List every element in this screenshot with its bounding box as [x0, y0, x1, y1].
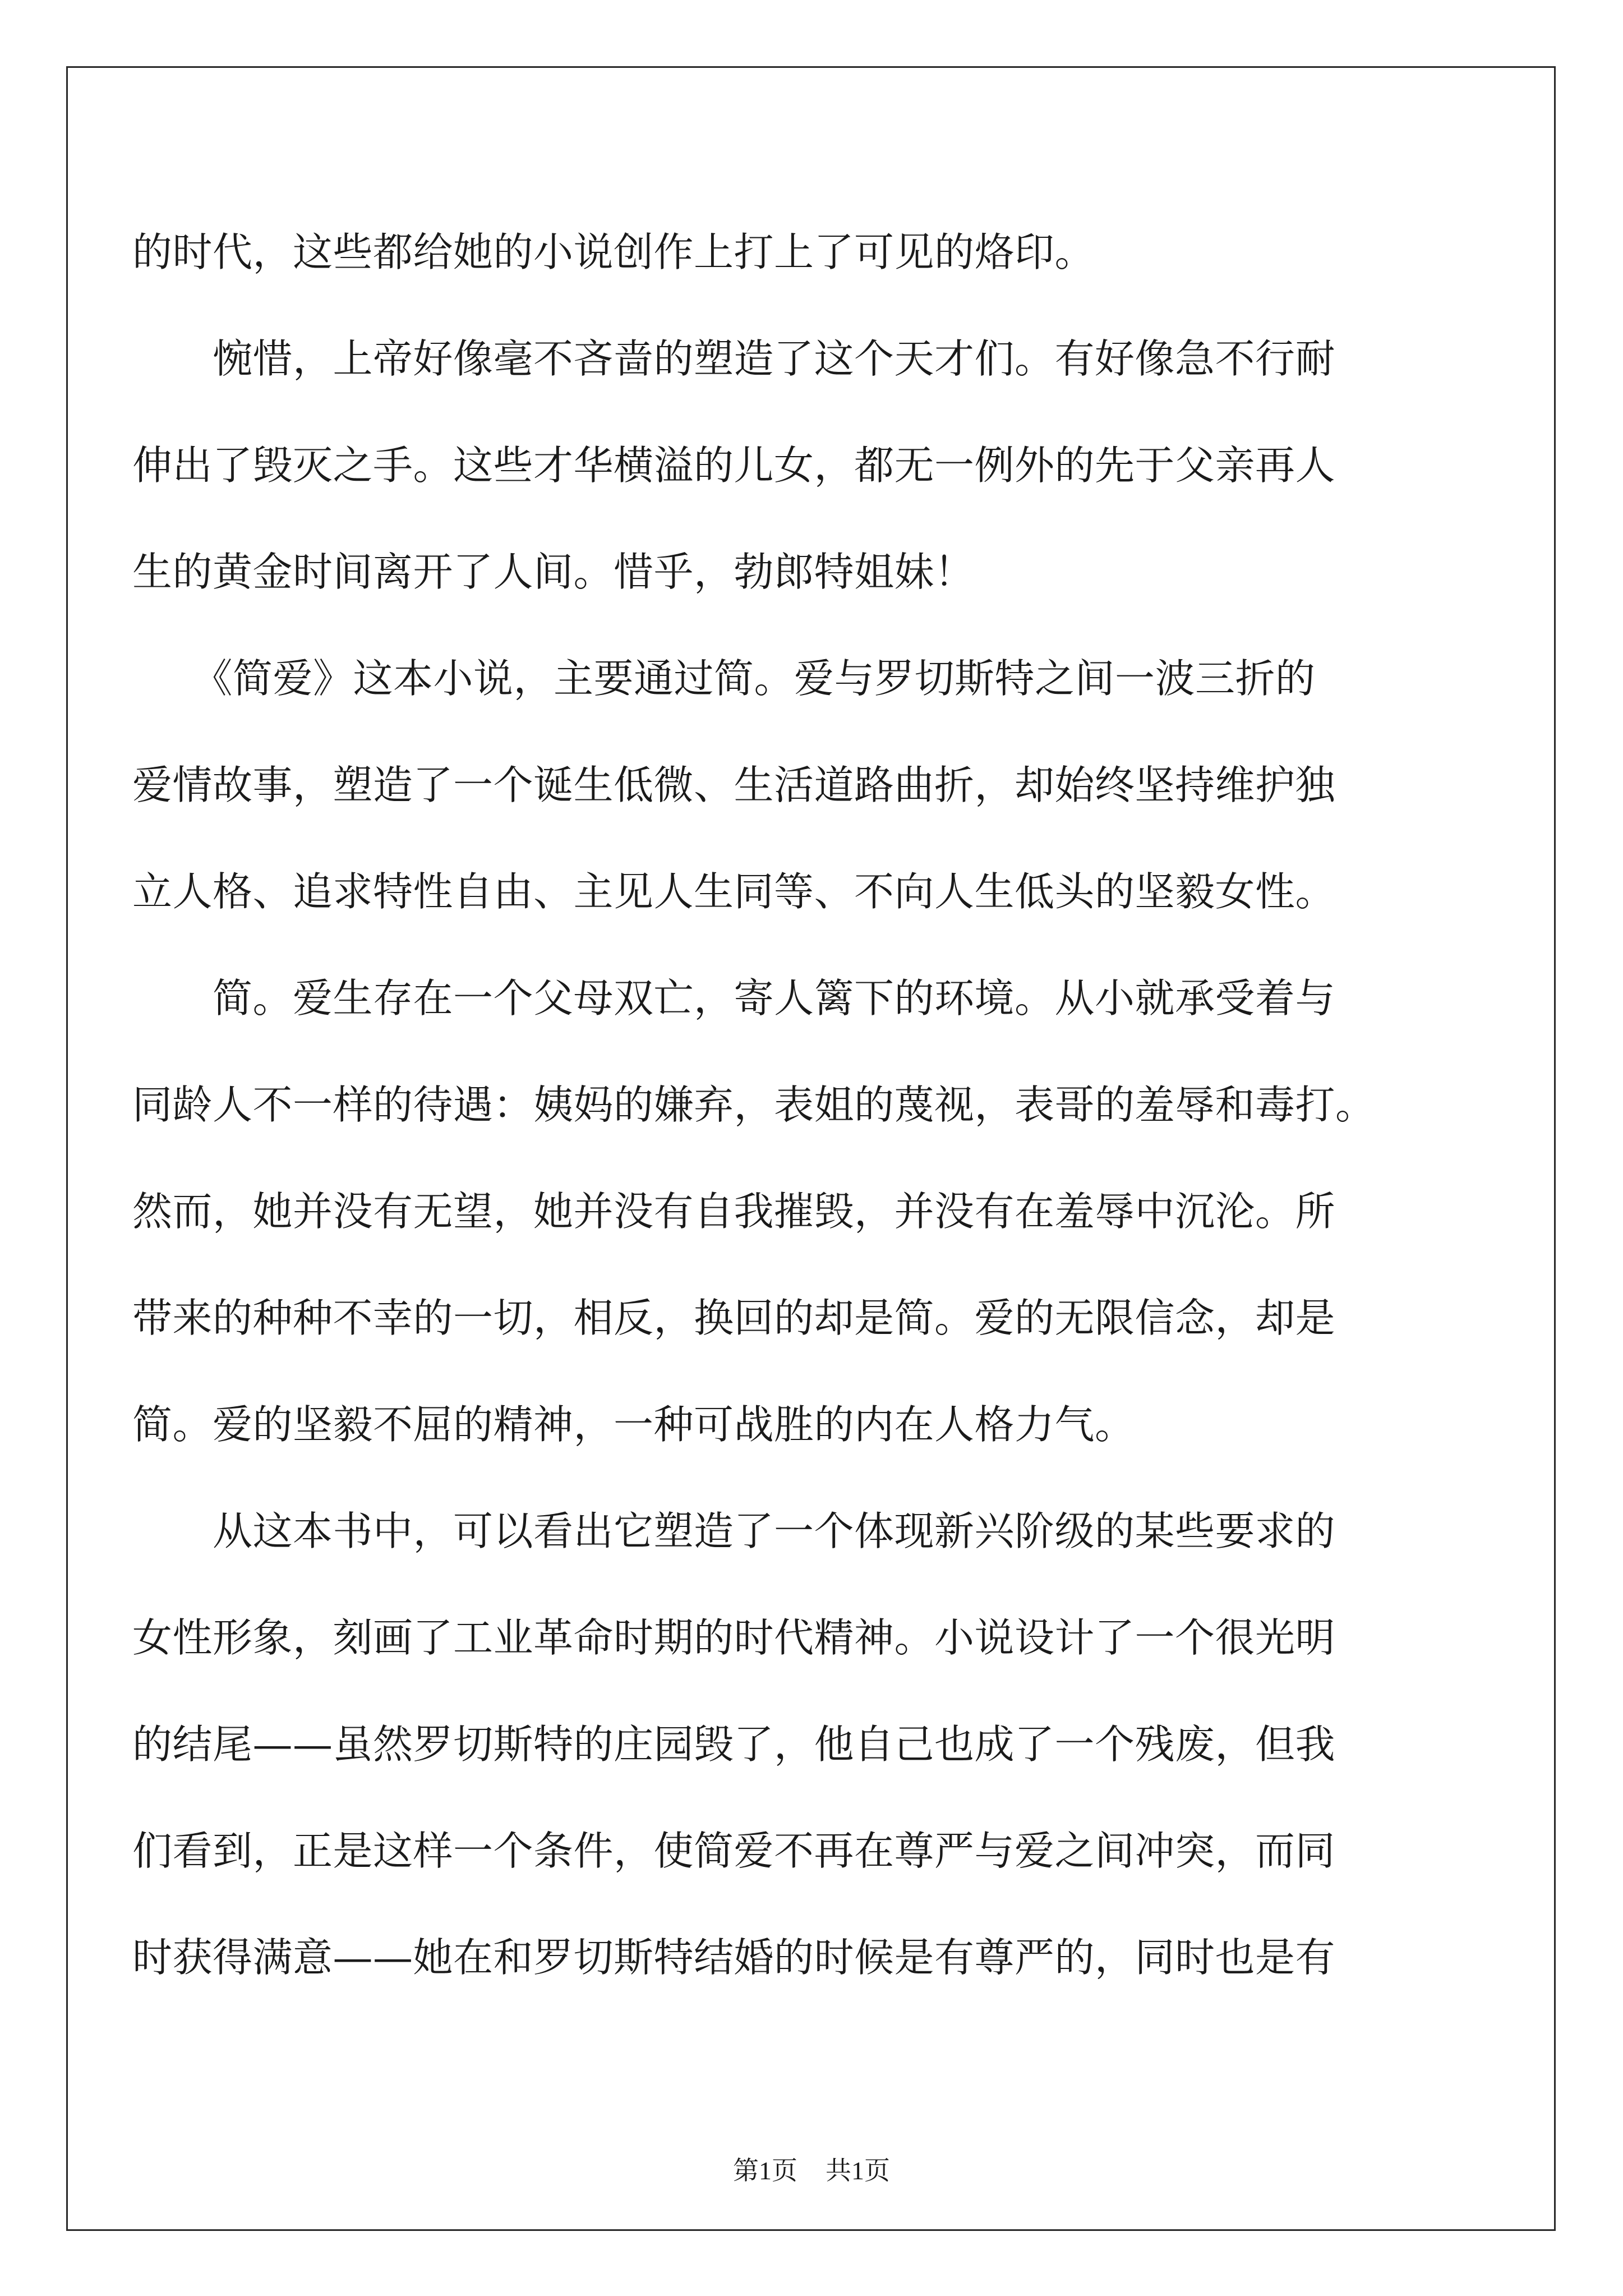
text-line: 的结尾——虽然罗切斯特的庄园毁了，他自己也成了一个残废，但我: [132, 1721, 1336, 1768]
page-footer: [0, 2154, 1623, 2188]
text-line: 女性形象，刻画了工业革命时期的时代精神。小说设计了一个很光明: [132, 1614, 1336, 1661]
text-line: 们看到，正是这样一个条件，使简爱不再在尊严与爱之间冲突，而同: [132, 1828, 1336, 1874]
page-number-current: 第1页: [733, 2156, 797, 2185]
text-line: 同龄人不一样的待遇：姨妈的嫌弃，表姐的蔑视，表哥的羞辱和毒打。: [132, 1082, 1376, 1128]
text-line: 生的黄金时间离开了人间。惜乎，勃郎特姐妹！: [132, 549, 975, 595]
text-line: 时获得满意——她在和罗切斯特结婚的时候是有尊严的，同时也是有: [132, 1934, 1336, 1981]
page-border: [66, 66, 1556, 2231]
text-line: 《简爱》这本小说，主要通过简。爱与罗切斯特之间一波三折的: [132, 655, 1316, 702]
page-number-total: 共1页: [826, 2156, 890, 2185]
text-line: 惋惜，上帝好像毫不吝啬的塑造了这个天才们。有好像急不行耐: [132, 335, 1336, 382]
text-line: 伸出了毁灭之手。这些才华横溢的儿女，都无一例外的先于父亲再人: [132, 442, 1336, 489]
text-line: 简。爱的坚毅不屈的精神，一种可战胜的内在人格力气。: [132, 1401, 1135, 1448]
text-line: 爱情故事，塑造了一个诞生低微、生活道路曲折，却始终坚持维护独: [132, 762, 1336, 808]
text-line: 带来的种种不幸的一切，相反，换回的却是简。爱的无限信念，却是: [132, 1295, 1336, 1341]
text-line: 然而，她并没有无望，她并没有自我摧毁，并没有在羞辱中沉沦。所: [132, 1188, 1336, 1235]
text-line: 从这本书中，可以看出它塑造了一个体现新兴阶级的某些要求的: [132, 1508, 1336, 1554]
text-line: 简。爱生存在一个父母双亡，寄人篱下的环境。从小就承受着与: [132, 975, 1336, 1022]
text-line: 立人格、追求特性自由、主见人生同等、不向人生低头的坚毅女性。: [132, 868, 1336, 915]
text-line: 的时代，这些都给她的小说创作上打上了可见的烙印。: [132, 229, 1095, 275]
